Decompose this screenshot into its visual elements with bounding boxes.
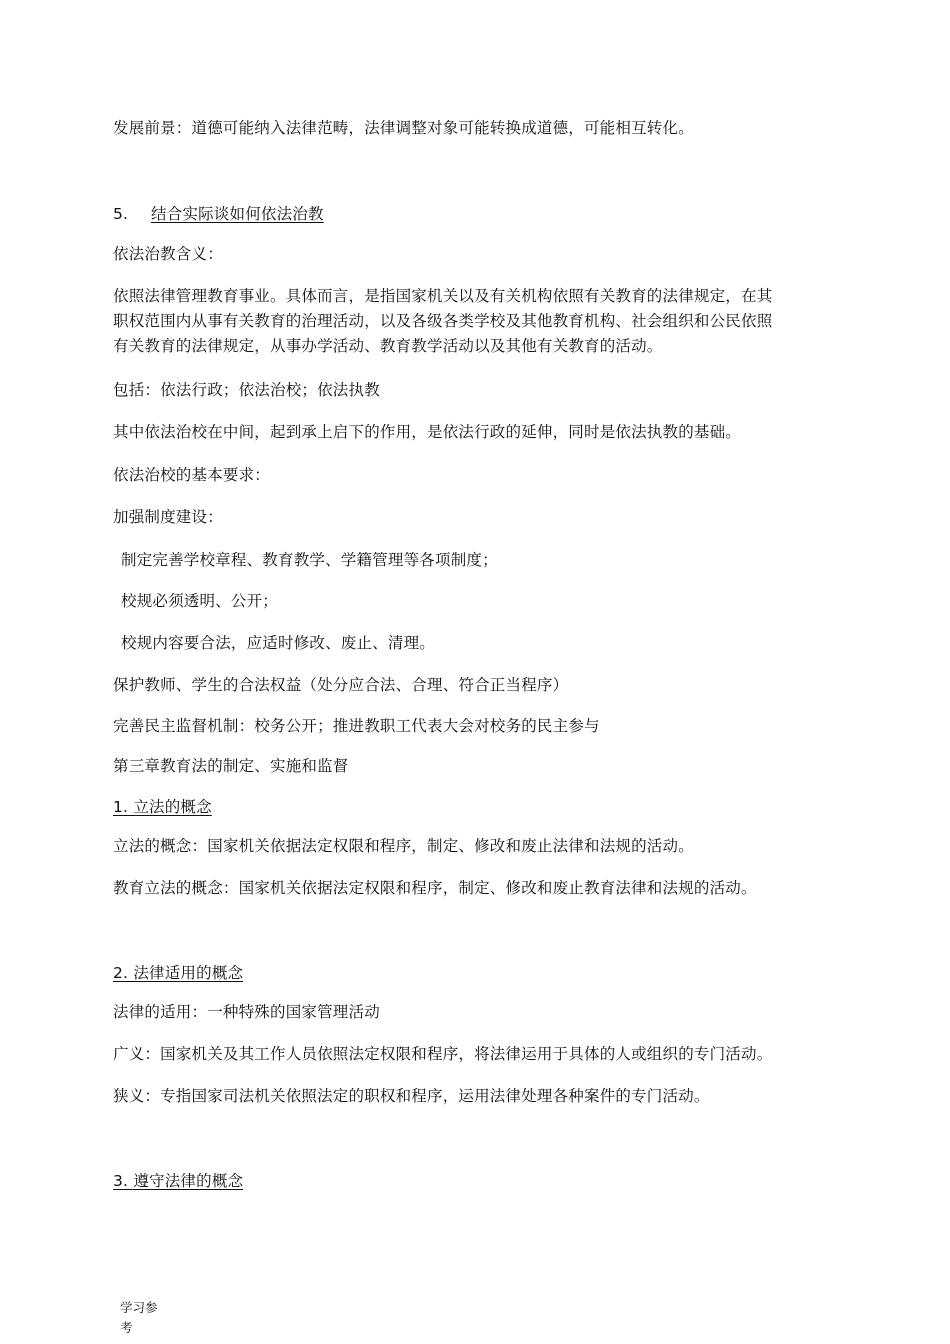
intro-line: 发展前景：道德可能纳入法律范畴，法律调整对象可能转换成道德，可能相互转化。: [113, 119, 694, 137]
footer-line: 考: [120, 1320, 133, 1335]
supervision-line: 完善民主监督机制：校务公开；推进教职工代表大会对校务的民主参与: [113, 717, 600, 735]
middle-role-line: 其中依法治校在中间，起到承上启下的作用，是依法行政的延伸，同时是依法执教的基础。: [113, 423, 742, 441]
heading-legislation: 1. 立法的概念: [113, 798, 212, 816]
chapter-3-title: 第三章教育法的制定、实施和监督: [113, 757, 349, 775]
section-5-number: 5.: [113, 205, 129, 223]
includes-line: 包括：依法行政；依法治校；依法执教: [113, 381, 380, 399]
definition-line: 有关教育的法律规定，从事办学活动、教育教学活动以及其他有关教育的活动。: [113, 337, 663, 355]
page-footer: [120, 1298, 160, 1338]
definition-line: 依照法律管理教育事业。具体而言，是指国家机关以及有关机构依照有关教育的法律规定，在其: [113, 287, 773, 305]
system-item: 校规内容要合法，应适时修改、废止、清理。: [121, 634, 436, 652]
footer-line: 学习参: [120, 1300, 158, 1315]
protect-rights-line: 保护教师、学生的合法权益（处分应合法、合理、符合正当程序）: [113, 676, 569, 694]
system-item: 校规必须透明、公开；: [121, 592, 279, 610]
edu-legislation-concept-line: 教育立法的概念：国家机关依据法定权限和程序，制定、修改和废止教育法律和法规的活动。: [113, 879, 757, 897]
broad-sense-line: 广义：国家机关及其工作人员依照法定权限和程序，将法律运用于具体的人或组织的专门活动。: [113, 1045, 773, 1063]
definition-paragraph: [113, 284, 833, 359]
meaning-label: 依法治教含义：: [113, 245, 223, 263]
section-5-title: 结合实际谈如何依法治教: [151, 205, 324, 223]
application-line: 法律的适用：一种特殊的国家管理活动: [113, 1003, 380, 1021]
system-item: 制定完善学校章程、教育教学、学籍管理等各项制度；: [121, 551, 498, 569]
heading-law-compliance: 3. 遵守法律的概念: [113, 1172, 244, 1190]
heading-law-application: 2. 法律适用的概念: [113, 964, 244, 982]
legislation-concept-line: 立法的概念：国家机关依据法定权限和程序，制定、修改和废止法律和法规的活动。: [113, 837, 694, 855]
section-5-heading: [113, 202, 324, 227]
basic-requirements-label: 依法治校的基本要求：: [113, 466, 271, 484]
narrow-sense-line: 狭义：专指国家司法机关依照法定的职权和程序，运用法律处理各种案件的专门活动。: [113, 1087, 710, 1105]
system-building-label: 加强制度建设：: [113, 508, 223, 526]
definition-line: 职权范围内从事有关教育的治理活动，以及各级各类学校及其他教育机构、社会组织和公民依照: [113, 312, 773, 330]
